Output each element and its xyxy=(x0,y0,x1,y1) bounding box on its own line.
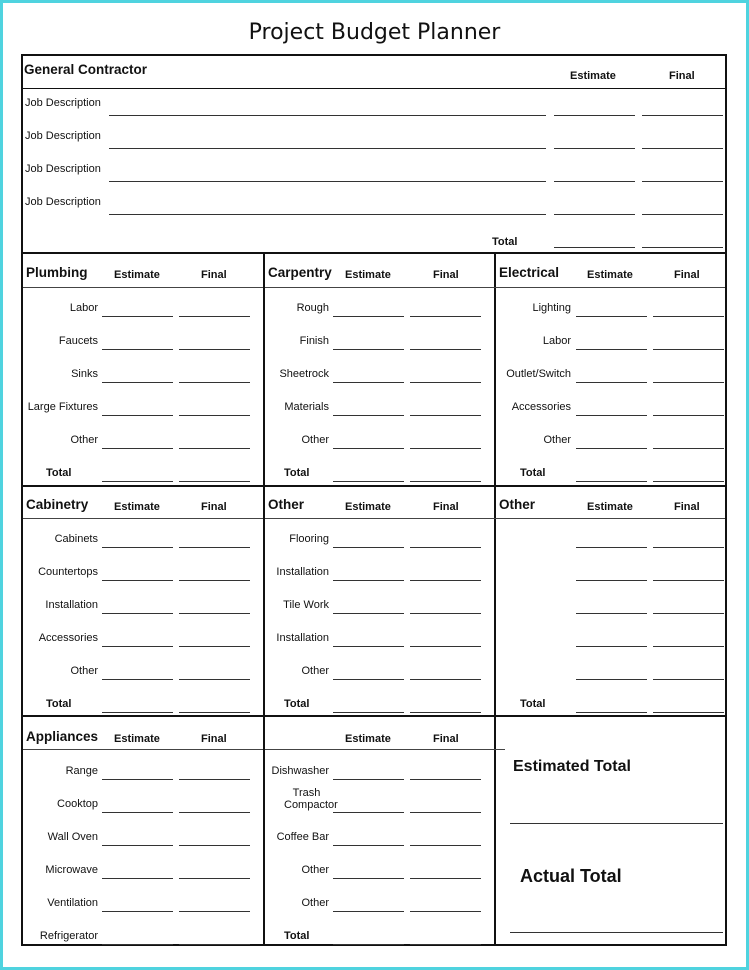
electrical-row-label: Labor xyxy=(542,335,571,347)
carpentry-final-header: Final xyxy=(433,269,459,281)
cabinetry-final-field[interactable] xyxy=(179,580,250,581)
other2-estimate-field[interactable] xyxy=(576,679,647,680)
actual-total-field[interactable] xyxy=(510,932,723,933)
appliances2-row-label: Other xyxy=(301,897,329,909)
carpentry-estimate-field[interactable] xyxy=(333,316,404,317)
appliances-estimate-field[interactable] xyxy=(102,944,173,945)
plumbing-final-field[interactable] xyxy=(179,382,250,383)
other2-final-field[interactable] xyxy=(653,580,724,581)
other1-estimate-field[interactable] xyxy=(333,613,404,614)
appliances-estimate-field[interactable] xyxy=(102,878,173,879)
other1-estimate-field[interactable] xyxy=(333,646,404,647)
plumbing-row-label: Large Fixtures xyxy=(27,401,98,413)
other1-estimate-field[interactable] xyxy=(333,580,404,581)
appliances-row-label: Refrigerator xyxy=(39,930,98,942)
plumbing-estimate-field[interactable] xyxy=(102,382,173,383)
electrical-final-field[interactable] xyxy=(653,316,724,317)
electrical-estimate-header: Estimate xyxy=(587,269,633,281)
plumbing-total-label: Total xyxy=(46,467,72,479)
electrical-row-label: Accessories xyxy=(511,401,571,413)
other1-total-label: Total xyxy=(284,698,310,710)
carpentry-row-label: Other xyxy=(301,434,329,446)
general-estimate-field[interactable] xyxy=(554,115,635,116)
electrical-header-rule xyxy=(496,287,725,288)
other1-estimate-header: Estimate xyxy=(345,501,391,513)
cabinetry-final-field[interactable] xyxy=(179,646,250,647)
other1-final-field[interactable] xyxy=(410,580,481,581)
cabinetry-final-field[interactable] xyxy=(179,679,250,680)
appliances2-estimate-header: Estimate xyxy=(345,733,391,745)
job-description-field[interactable] xyxy=(109,115,546,116)
estimated-total-label: Estimated Total xyxy=(513,758,631,775)
job-description-field[interactable] xyxy=(109,148,546,149)
plumbing-final-header: Final xyxy=(201,269,227,281)
carpentry-estimate-field[interactable] xyxy=(333,349,404,350)
electrical-row-label: Outlet/Switch xyxy=(506,368,571,380)
general-final-field[interactable] xyxy=(642,181,723,182)
other1-row-label: Tile Work xyxy=(283,599,329,611)
appliances2-estimate-field[interactable] xyxy=(333,911,404,912)
other2-estimate-header: Estimate xyxy=(587,501,633,513)
other2-total-estimate-field[interactable] xyxy=(576,712,647,713)
cabinetry-total-estimate-field[interactable] xyxy=(102,712,173,713)
cabinetry-estimate-field[interactable] xyxy=(102,646,173,647)
appliances2-total-estimate-field[interactable] xyxy=(333,944,404,945)
plumbing-estimate-field[interactable] xyxy=(102,415,173,416)
plumbing-header-rule xyxy=(23,287,263,288)
job-description-label: Job Description xyxy=(25,130,101,142)
plumbing-row-label: Sinks xyxy=(71,368,98,380)
appliances2-estimate-field[interactable] xyxy=(333,845,404,846)
cabinetry-final-field[interactable] xyxy=(179,613,250,614)
other1-final-header: Final xyxy=(433,501,459,513)
appliances-final-field[interactable] xyxy=(179,944,250,945)
carpentry-final-field[interactable] xyxy=(410,448,481,449)
job-description-field[interactable] xyxy=(109,181,546,182)
page-title: Project Budget Planner xyxy=(248,20,501,45)
appliances-estimate-field[interactable] xyxy=(102,779,173,780)
cabinetry-estimate-header: Estimate xyxy=(114,501,160,513)
other2-header-rule xyxy=(496,518,725,519)
other2-final-field[interactable] xyxy=(653,547,724,548)
electrical-final-field[interactable] xyxy=(653,415,724,416)
appliances2-final-field[interactable] xyxy=(410,812,481,813)
carpentry-total-label: Total xyxy=(284,467,310,479)
electrical-total-final-field[interactable] xyxy=(653,481,724,482)
appliances-final-field[interactable] xyxy=(179,878,250,879)
general-final-field[interactable] xyxy=(642,148,723,149)
other2-estimate-field[interactable] xyxy=(576,547,647,548)
divider-row1-bottom xyxy=(21,485,727,487)
appliances2-final-field[interactable] xyxy=(410,878,481,879)
electrical-final-field[interactable] xyxy=(653,382,724,383)
carpentry-final-field[interactable] xyxy=(410,415,481,416)
appliances-row-label: Microwave xyxy=(45,864,98,876)
electrical-estimate-field[interactable] xyxy=(576,448,647,449)
plumbing-total-estimate-field[interactable] xyxy=(102,481,173,482)
other1-row-label: Installation xyxy=(276,632,329,644)
other1-row-label: Flooring xyxy=(289,533,329,545)
carpentry-title: Carpentry xyxy=(268,265,332,280)
carpentry-header-rule xyxy=(265,287,505,288)
other1-final-field[interactable] xyxy=(410,646,481,647)
appliances-row-label: Range xyxy=(65,765,98,777)
other1-title: Other xyxy=(268,497,305,512)
appliances-row-label: Cooktop xyxy=(57,798,98,810)
general-contractor-title: General Contractor xyxy=(24,62,148,77)
plumbing-estimate-header: Estimate xyxy=(114,269,160,281)
general-total-estimate-field[interactable] xyxy=(554,247,635,248)
cabinetry-header-rule xyxy=(23,518,263,519)
electrical-estimate-field[interactable] xyxy=(576,382,647,383)
appliances-estimate-field[interactable] xyxy=(102,911,173,912)
plumbing-row-label: Faucets xyxy=(58,335,98,347)
other2-total-label: Total xyxy=(520,698,546,710)
plumbing-estimate-field[interactable] xyxy=(102,448,173,449)
appliances-estimate-header: Estimate xyxy=(114,733,160,745)
other1-total-estimate-field[interactable] xyxy=(333,712,404,713)
cabinetry-row-label: Accessories xyxy=(38,632,98,644)
cabinetry-row-label: Other xyxy=(70,665,98,677)
cabinetry-row-label: Countertops xyxy=(38,566,98,578)
electrical-estimate-field[interactable] xyxy=(576,415,647,416)
other2-estimate-field[interactable] xyxy=(576,613,647,614)
plumbing-final-field[interactable] xyxy=(179,316,250,317)
other2-final-field[interactable] xyxy=(653,679,724,680)
electrical-title: Electrical xyxy=(499,265,560,280)
carpentry-estimate-field[interactable] xyxy=(333,382,404,383)
cabinetry-estimate-field[interactable] xyxy=(102,580,173,581)
appliances2-estimate-field[interactable] xyxy=(333,878,404,879)
general-estimate-header: Estimate xyxy=(570,70,616,82)
electrical-estimate-field[interactable] xyxy=(576,349,647,350)
appliances2-header-rule xyxy=(265,749,505,750)
appliances2-final-field[interactable] xyxy=(410,845,481,846)
appliances-final-field[interactable] xyxy=(179,911,250,912)
carpentry-row-label: Finish xyxy=(299,335,329,347)
appliances-title: Appliances xyxy=(26,729,99,744)
general-final-field[interactable] xyxy=(642,115,723,116)
cabinetry-estimate-field[interactable] xyxy=(102,613,173,614)
appliances2-final-field[interactable] xyxy=(410,779,481,780)
carpentry-final-field[interactable] xyxy=(410,316,481,317)
carpentry-row-label: Materials xyxy=(284,401,329,413)
general-header-rule xyxy=(21,88,727,89)
other1-total-final-field[interactable] xyxy=(410,712,481,713)
plumbing-final-field[interactable] xyxy=(179,415,250,416)
general-total-final-field[interactable] xyxy=(642,247,723,248)
general-estimate-field[interactable] xyxy=(554,214,635,215)
carpentry-total-final-field[interactable] xyxy=(410,481,481,482)
other1-header-rule xyxy=(265,518,505,519)
job-description-field[interactable] xyxy=(109,214,546,215)
appliances2-total-label: Total xyxy=(284,930,310,942)
divider-col2 xyxy=(494,252,496,946)
appliances2-final-field[interactable] xyxy=(410,911,481,912)
plumbing-estimate-field[interactable] xyxy=(102,316,173,317)
carpentry-total-estimate-field[interactable] xyxy=(333,481,404,482)
appliances-estimate-field[interactable] xyxy=(102,812,173,813)
plumbing-row-label: Labor xyxy=(69,302,98,314)
cabinetry-estimate-field[interactable] xyxy=(102,679,173,680)
other2-total-final-field[interactable] xyxy=(653,712,724,713)
general-estimate-field[interactable] xyxy=(554,181,635,182)
cabinetry-estimate-field[interactable] xyxy=(102,547,173,548)
general-total-label: Total xyxy=(492,236,518,248)
carpentry-estimate-field[interactable] xyxy=(333,448,404,449)
other2-title: Other xyxy=(499,497,536,512)
other1-final-field[interactable] xyxy=(410,679,481,680)
cabinetry-total-final-field[interactable] xyxy=(179,712,250,713)
other2-final-field[interactable] xyxy=(653,613,724,614)
electrical-total-estimate-field[interactable] xyxy=(576,481,647,482)
carpentry-estimate-field[interactable] xyxy=(333,415,404,416)
appliances2-estimate-field[interactable] xyxy=(333,779,404,780)
electrical-estimate-field[interactable] xyxy=(576,316,647,317)
other1-estimate-field[interactable] xyxy=(333,547,404,548)
appliances-row-label: Ventilation xyxy=(47,897,98,909)
other2-final-header: Final xyxy=(674,501,700,513)
appliances2-row-label: Trash Compactor xyxy=(284,787,338,811)
cabinetry-title: Cabinetry xyxy=(26,497,89,512)
divider-general-bottom xyxy=(21,252,727,254)
carpentry-estimate-header: Estimate xyxy=(345,269,391,281)
electrical-row-label: Other xyxy=(543,434,571,446)
appliances2-total-final-field[interactable] xyxy=(410,944,481,945)
job-description-label: Job Description xyxy=(25,163,101,175)
appliances-header-rule xyxy=(23,749,263,750)
appliances2-final-header: Final xyxy=(433,733,459,745)
appliances2-row-label: Dishwasher xyxy=(271,765,329,777)
appliances2-row-label: Coffee Bar xyxy=(276,831,329,843)
appliances-final-field[interactable] xyxy=(179,845,250,846)
plumbing-final-field[interactable] xyxy=(179,349,250,350)
other2-estimate-field[interactable] xyxy=(576,580,647,581)
divider-row2-bottom xyxy=(21,715,727,717)
electrical-row-label: Lighting xyxy=(532,302,571,314)
other1-row-label: Installation xyxy=(276,566,329,578)
plumbing-row-label: Other xyxy=(70,434,98,446)
cabinetry-row-label: Installation xyxy=(45,599,98,611)
cabinetry-final-header: Final xyxy=(201,501,227,513)
appliances-final-field[interactable] xyxy=(179,779,250,780)
other1-row-label: Other xyxy=(301,665,329,677)
plumbing-title: Plumbing xyxy=(26,265,88,280)
electrical-total-label: Total xyxy=(520,467,546,479)
other1-final-field[interactable] xyxy=(410,613,481,614)
other1-estimate-field[interactable] xyxy=(333,679,404,680)
cabinetry-final-field[interactable] xyxy=(179,547,250,548)
general-estimate-field[interactable] xyxy=(554,148,635,149)
cabinetry-total-label: Total xyxy=(46,698,72,710)
electrical-final-field[interactable] xyxy=(653,349,724,350)
appliances2-estimate-field[interactable] xyxy=(333,812,404,813)
job-description-label: Job Description xyxy=(25,97,101,109)
other2-estimate-field[interactable] xyxy=(576,646,647,647)
appliances2-row-label: Other xyxy=(301,864,329,876)
job-description-label: Job Description xyxy=(25,196,101,208)
cabinetry-row-label: Cabinets xyxy=(54,533,98,545)
carpentry-final-field[interactable] xyxy=(410,382,481,383)
carpentry-row-label: Sheetrock xyxy=(279,368,329,380)
actual-total-label: Actual Total xyxy=(520,866,622,886)
carpentry-row-label: Rough xyxy=(296,302,329,314)
electrical-final-header: Final xyxy=(674,269,700,281)
general-final-header: Final xyxy=(669,70,695,82)
other1-final-field[interactable] xyxy=(410,547,481,548)
electrical-final-field[interactable] xyxy=(653,448,724,449)
plumbing-final-field[interactable] xyxy=(179,448,250,449)
estimated-total-field[interactable] xyxy=(510,823,723,824)
appliances-row-label: Wall Oven xyxy=(47,831,98,843)
plumbing-total-final-field[interactable] xyxy=(179,481,250,482)
plumbing-estimate-field[interactable] xyxy=(102,349,173,350)
appliances-final-header: Final xyxy=(201,733,227,745)
appliances-final-field[interactable] xyxy=(179,812,250,813)
other2-final-field[interactable] xyxy=(653,646,724,647)
carpentry-final-field[interactable] xyxy=(410,349,481,350)
appliances-estimate-field[interactable] xyxy=(102,845,173,846)
general-final-field[interactable] xyxy=(642,214,723,215)
